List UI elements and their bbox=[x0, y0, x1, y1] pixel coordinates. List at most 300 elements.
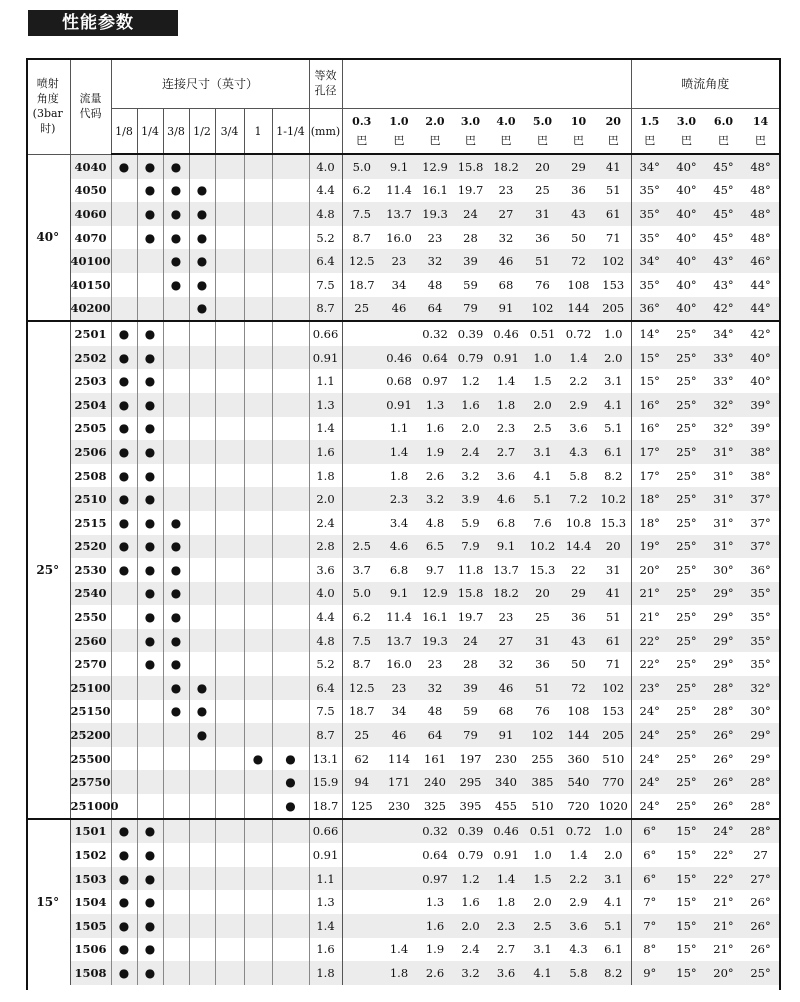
flow-capacity: 24 bbox=[453, 629, 488, 653]
connection-cell bbox=[215, 843, 244, 867]
connection-cell bbox=[244, 843, 272, 867]
flow-capacity: 5.1 bbox=[524, 487, 561, 511]
connection-available-dot: ● bbox=[189, 273, 215, 297]
flow-capacity: 2.7 bbox=[488, 440, 524, 464]
flow-capacity: 510 bbox=[602, 751, 625, 766]
spray-angle-group: 15° bbox=[26, 819, 70, 985]
flow-capacity: 61 bbox=[596, 629, 631, 653]
flow-capacity: 46 bbox=[381, 297, 417, 322]
flow-capacity: 0.51 bbox=[524, 321, 561, 346]
connection-available-dot: ● bbox=[137, 464, 163, 488]
spray-angle-value: 29° bbox=[705, 582, 742, 606]
conn-size-header: 1/4 bbox=[137, 109, 163, 155]
angle-pressure-header bbox=[668, 109, 705, 155]
flow-capacity: 4.1 bbox=[533, 468, 552, 483]
connection-available-dot: ● bbox=[163, 511, 189, 535]
flow-code-header: 流量 代码 bbox=[70, 58, 111, 154]
connection-cell bbox=[189, 914, 215, 938]
flow-capacity: 25 bbox=[535, 183, 550, 198]
flow-capacity: 20 bbox=[524, 582, 561, 606]
flow-capacity: 61 bbox=[596, 202, 631, 226]
flow-capacity: 76 bbox=[535, 704, 550, 719]
flow-capacity: 4.3 bbox=[569, 942, 588, 957]
spray-angle-value: 34° bbox=[705, 321, 742, 346]
flow-capacity bbox=[342, 369, 381, 393]
flow-capacity: 171 bbox=[381, 770, 417, 794]
orifice-diameter: 1.4 bbox=[309, 417, 342, 441]
pressure-unit: 巴 bbox=[537, 134, 548, 147]
flow-capacity: 8.2 bbox=[604, 468, 623, 483]
flow-capacity: 27 bbox=[488, 202, 524, 226]
flow-capacity: 1.0 bbox=[533, 848, 552, 863]
connection-cell bbox=[111, 179, 137, 203]
connection-cell bbox=[244, 202, 272, 226]
connection-available-dot: ● bbox=[137, 440, 163, 464]
table-row bbox=[26, 700, 779, 724]
table-row bbox=[26, 464, 779, 488]
connection-size-header: 连接尺寸（英寸） bbox=[111, 58, 309, 109]
flow-capacity: 0.46 bbox=[381, 346, 417, 370]
connection-available-dot: ● bbox=[137, 346, 163, 370]
flow-code: 4060 bbox=[70, 202, 111, 226]
connection-cell bbox=[244, 440, 272, 464]
spray-angle-value: 40° bbox=[750, 374, 771, 389]
flow-code: 25100 bbox=[70, 676, 111, 700]
orifice-diameter: 1.3 bbox=[309, 393, 342, 417]
connection-cell bbox=[163, 890, 189, 914]
table-row bbox=[26, 511, 779, 535]
spray-angle-value: 26° bbox=[713, 751, 734, 766]
flow-capacity: 2.7 bbox=[496, 942, 516, 957]
spray-angle-value: 25° bbox=[668, 535, 705, 559]
spray-angle-value: 18° bbox=[631, 511, 668, 535]
spray-angle-value: 40° bbox=[742, 346, 779, 370]
connection-available-dot: ● bbox=[137, 558, 163, 582]
connection-cell bbox=[137, 297, 163, 322]
connection-cell bbox=[244, 487, 272, 511]
table-row bbox=[26, 321, 779, 346]
flow-capacity: 197 bbox=[459, 751, 482, 766]
flow-capacity: 1.3 bbox=[425, 895, 445, 910]
pressure-unit: 巴 bbox=[681, 134, 692, 147]
flow-capacity: 27 bbox=[488, 629, 524, 653]
flow-capacity: 5.8 bbox=[569, 468, 588, 483]
spray-angle-value: 26° bbox=[742, 914, 779, 938]
table-row bbox=[26, 487, 779, 511]
spray-angle-value: 40° bbox=[668, 297, 705, 322]
flow-capacity: 9.1 bbox=[488, 535, 524, 559]
capacity-header bbox=[342, 58, 631, 109]
connection-cell bbox=[272, 440, 309, 464]
flow-capacity: 51 bbox=[605, 610, 621, 625]
flow-capacity: 2.4 bbox=[453, 440, 488, 464]
spray-angle-value: 29° bbox=[713, 657, 734, 672]
flow-capacity: 455 bbox=[495, 798, 517, 813]
flow-capacity: 2.9 bbox=[569, 895, 588, 910]
connection-cell bbox=[215, 297, 244, 322]
spray-angle-value: 40° bbox=[668, 154, 705, 179]
connection-cell bbox=[215, 676, 244, 700]
flow-capacity: 1.0 bbox=[524, 346, 561, 370]
spray-angle-value: 32° bbox=[713, 421, 734, 436]
connection-available-dot: ● bbox=[163, 629, 189, 653]
connection-cell bbox=[137, 747, 163, 771]
flow-code: 2570 bbox=[70, 652, 111, 676]
connection-available-dot: ● bbox=[189, 202, 215, 226]
orifice-diameter: 13.1 bbox=[309, 747, 342, 771]
flow-code: 2503 bbox=[70, 369, 111, 393]
spray-angle-value: 46° bbox=[742, 249, 779, 273]
spray-angle-value: 48° bbox=[742, 154, 779, 179]
flow-capacity: 68 bbox=[498, 704, 514, 719]
spray-angle-value: 33° bbox=[705, 346, 742, 370]
flow-capacity: 161 bbox=[424, 751, 446, 766]
flow-capacity: 2.6 bbox=[417, 961, 453, 985]
connection-cell bbox=[189, 154, 215, 179]
flow-capacity bbox=[342, 938, 381, 962]
connection-cell bbox=[189, 843, 215, 867]
table-row bbox=[26, 202, 779, 226]
connection-cell bbox=[189, 747, 215, 771]
flow-capacity: 16.0 bbox=[386, 657, 412, 672]
spray-angle-value: 35° bbox=[750, 610, 771, 625]
flow-capacity: 153 bbox=[602, 704, 625, 719]
connection-available-dot: ● bbox=[111, 938, 137, 962]
connection-available-dot: ● bbox=[189, 723, 215, 747]
connection-cell bbox=[272, 393, 309, 417]
flow-capacity: 1.6 bbox=[417, 914, 453, 938]
spray-angle-value: 26° bbox=[705, 723, 742, 747]
table-row bbox=[26, 179, 779, 203]
flow-capacity bbox=[381, 819, 417, 844]
table-row bbox=[26, 582, 779, 606]
spray-angle-value: 23° bbox=[631, 676, 668, 700]
flow-capacity: 6.8 bbox=[389, 562, 409, 577]
flow-capacity: 295 bbox=[453, 770, 488, 794]
pressure-unit: 巴 bbox=[356, 134, 368, 147]
spray-angle-value: 25° bbox=[668, 440, 705, 464]
connection-available-dot: ● bbox=[111, 558, 137, 582]
flow-capacity: 39 bbox=[453, 249, 488, 273]
flow-capacity: 2.3 bbox=[496, 421, 516, 436]
connection-available-dot: ● bbox=[137, 652, 163, 676]
connection-cell bbox=[137, 723, 163, 747]
spray-angle-value: 22° bbox=[631, 652, 668, 676]
orifice-diameter: 0.66 bbox=[309, 819, 342, 844]
flow-capacity: 2.6 bbox=[425, 468, 445, 483]
flow-capacity: 1.6 bbox=[453, 393, 488, 417]
connection-cell bbox=[215, 202, 244, 226]
flow-capacity: 59 bbox=[463, 704, 478, 719]
connection-cell bbox=[244, 723, 272, 747]
connection-cell bbox=[111, 770, 137, 794]
flow-capacity: 2.0 bbox=[533, 895, 552, 910]
connection-available-dot: ● bbox=[137, 535, 163, 559]
orifice-diameter: 1.8 bbox=[309, 464, 342, 488]
orifice-diameter: 1.8 bbox=[309, 961, 342, 985]
flow-capacity: 76 bbox=[535, 277, 550, 292]
connection-cell bbox=[272, 914, 309, 938]
connection-available-dot: ● bbox=[111, 393, 137, 417]
flow-capacity: 1.2 bbox=[461, 374, 480, 389]
flow-capacity: 5.0 bbox=[342, 582, 381, 606]
connection-cell bbox=[189, 417, 215, 441]
connection-cell bbox=[272, 938, 309, 962]
flow-capacity: 1.8 bbox=[496, 895, 516, 910]
flow-capacity: 8.2 bbox=[596, 961, 631, 985]
spray-angle-value: 48° bbox=[750, 230, 771, 245]
flow-capacity: 9.1 bbox=[381, 582, 417, 606]
table-row bbox=[26, 440, 779, 464]
spray-angle-value: 42° bbox=[705, 297, 742, 322]
connection-available-dot: ● bbox=[137, 843, 163, 867]
connection-cell bbox=[244, 770, 272, 794]
connection-cell bbox=[163, 464, 189, 488]
flow-code: 1502 bbox=[70, 843, 111, 867]
flow-capacity: 15.3 bbox=[600, 515, 627, 530]
connection-cell bbox=[189, 938, 215, 962]
connection-cell bbox=[163, 321, 189, 346]
spray-angle-value: 38° bbox=[742, 440, 779, 464]
flow-code: 2505 bbox=[70, 417, 111, 441]
flow-capacity: 7.5 bbox=[342, 202, 381, 226]
table-row bbox=[26, 676, 779, 700]
flow-capacity: 28 bbox=[463, 657, 478, 672]
connection-cell bbox=[189, 652, 215, 676]
connection-available-dot: ● bbox=[163, 249, 189, 273]
spray-angle-value: 21° bbox=[705, 914, 742, 938]
connection-cell bbox=[163, 346, 189, 370]
orifice-diameter: 4.8 bbox=[309, 202, 342, 226]
connection-available-dot: ● bbox=[111, 914, 137, 938]
spray-angle-value: 48° bbox=[750, 183, 771, 198]
orifice-unit-header: (mm) bbox=[309, 109, 342, 155]
connection-cell bbox=[272, 558, 309, 582]
flow-capacity: 0.97 bbox=[417, 867, 453, 891]
spray-angle-value: 35° bbox=[742, 629, 779, 653]
connection-cell bbox=[272, 629, 309, 653]
flow-code: 2504 bbox=[70, 393, 111, 417]
flow-capacity: 0.79 bbox=[457, 848, 484, 863]
flow-capacity: 1.4 bbox=[561, 346, 596, 370]
connection-cell bbox=[244, 605, 272, 629]
flow-capacity: 205 bbox=[596, 297, 631, 322]
flow-capacity: 5.1 bbox=[604, 421, 623, 436]
flow-capacity: 5.1 bbox=[596, 914, 631, 938]
flow-capacity: 41 bbox=[596, 582, 631, 606]
flow-code: 4050 bbox=[70, 179, 111, 203]
pressure-value: 14 bbox=[752, 115, 769, 128]
pressure-unit: 巴 bbox=[607, 134, 619, 147]
connection-cell bbox=[111, 605, 137, 629]
spray-angle-value: 29° bbox=[705, 629, 742, 653]
flow-capacity: 15.8 bbox=[453, 582, 488, 606]
flow-capacity: 10.2 bbox=[524, 535, 561, 559]
flow-capacity bbox=[342, 819, 381, 844]
connection-available-dot: ● bbox=[163, 273, 189, 297]
spray-angle-value: 14° bbox=[631, 321, 668, 346]
flow-capacity: 48 bbox=[427, 277, 443, 292]
flow-capacity: 7.2 bbox=[561, 487, 596, 511]
connection-cell bbox=[272, 154, 309, 179]
connection-available-dot: ● bbox=[189, 676, 215, 700]
connection-available-dot: ● bbox=[163, 700, 189, 724]
connection-available-dot: ● bbox=[244, 747, 272, 771]
connection-cell bbox=[189, 535, 215, 559]
flow-capacity bbox=[381, 890, 417, 914]
connection-available-dot: ● bbox=[163, 558, 189, 582]
orifice-diameter: 18.7 bbox=[309, 794, 342, 819]
connection-cell bbox=[244, 582, 272, 606]
connection-available-dot: ● bbox=[189, 226, 215, 250]
connection-available-dot: ● bbox=[137, 202, 163, 226]
spray-angle-value: 25° bbox=[668, 723, 705, 747]
orifice-diameter: 1.1 bbox=[309, 867, 342, 891]
flow-code: 2550 bbox=[70, 605, 111, 629]
connection-cell bbox=[244, 321, 272, 346]
spray-angle-value: 35° bbox=[631, 226, 668, 250]
connection-cell bbox=[244, 890, 272, 914]
flow-capacity: 3.1 bbox=[524, 440, 561, 464]
connection-available-dot: ● bbox=[137, 226, 163, 250]
spray-angle-value: 31° bbox=[705, 487, 742, 511]
connection-available-dot: ● bbox=[111, 417, 137, 441]
connection-cell bbox=[272, 723, 309, 747]
flow-capacity: 1.0 bbox=[596, 819, 631, 844]
orifice-diameter: 1.6 bbox=[309, 440, 342, 464]
connection-cell bbox=[272, 417, 309, 441]
capacity-pressure-header bbox=[342, 109, 381, 155]
flow-capacity: 1.6 bbox=[461, 895, 480, 910]
spray-angle-value: 17° bbox=[631, 464, 668, 488]
connection-cell bbox=[189, 770, 215, 794]
table-row bbox=[26, 914, 779, 938]
flow-capacity: 34 bbox=[391, 704, 407, 719]
spray-angle-value: 22° bbox=[705, 867, 742, 891]
angle-pressure-header bbox=[631, 109, 668, 155]
flow-capacity: 4.1 bbox=[524, 961, 561, 985]
flow-capacity: 91 bbox=[488, 723, 524, 747]
connection-available-dot: ● bbox=[137, 369, 163, 393]
flow-capacity: 46 bbox=[488, 676, 524, 700]
flow-capacity: 0.64 bbox=[417, 346, 453, 370]
table-row bbox=[26, 867, 779, 891]
flow-code: 1508 bbox=[70, 961, 111, 985]
flow-capacity: 720 bbox=[567, 798, 590, 813]
connection-cell bbox=[244, 369, 272, 393]
flow-capacity: 0.79 bbox=[453, 346, 488, 370]
table-row bbox=[26, 393, 779, 417]
connection-cell bbox=[215, 770, 244, 794]
connection-available-dot: ● bbox=[189, 297, 215, 322]
connection-cell bbox=[244, 629, 272, 653]
flow-capacity: 125 bbox=[342, 794, 381, 819]
table-row bbox=[26, 558, 779, 582]
flow-capacity: 8.7 bbox=[342, 652, 381, 676]
spray-angle-value: 25° bbox=[668, 582, 705, 606]
spray-angle-value: 36° bbox=[750, 562, 771, 577]
connection-available-dot: ● bbox=[163, 676, 189, 700]
connection-cell bbox=[272, 676, 309, 700]
flow-capacity bbox=[342, 511, 381, 535]
connection-available-dot: ● bbox=[137, 819, 163, 844]
spray-angle-value: 31° bbox=[713, 468, 734, 483]
connection-available-dot: ● bbox=[137, 629, 163, 653]
table-row bbox=[26, 535, 779, 559]
spray-angle-value: 42° bbox=[742, 321, 779, 346]
spray-angle-value: 28° bbox=[750, 798, 771, 813]
connection-cell bbox=[111, 747, 137, 771]
flow-capacity: 71 bbox=[605, 230, 621, 245]
connection-cell bbox=[244, 867, 272, 891]
flow-capacity: 10.8 bbox=[565, 515, 592, 530]
connection-available-dot: ● bbox=[163, 605, 189, 629]
connection-available-dot: ● bbox=[137, 867, 163, 891]
connection-available-dot: ● bbox=[163, 202, 189, 226]
table-row bbox=[26, 747, 779, 771]
spray-angle-value: 24° bbox=[631, 747, 668, 771]
orifice-diameter: 0.91 bbox=[309, 843, 342, 867]
flow-capacity: 32 bbox=[417, 676, 453, 700]
spray-angle-value: 7° bbox=[631, 914, 668, 938]
spray-angle-value: 21° bbox=[631, 582, 668, 606]
flow-capacity: 16.0 bbox=[386, 230, 412, 245]
orifice-diameter: 2.8 bbox=[309, 535, 342, 559]
flow-capacity: 4.6 bbox=[381, 535, 417, 559]
spray-angle-value: 28° bbox=[742, 819, 779, 844]
spray-angle-value: 25° bbox=[668, 393, 705, 417]
section-title: 性能参数 bbox=[28, 10, 178, 36]
connection-cell bbox=[272, 700, 309, 724]
table-row bbox=[26, 652, 779, 676]
spray-angle-value: 22° bbox=[631, 629, 668, 653]
flow-capacity: 25 bbox=[342, 723, 381, 747]
connection-cell bbox=[137, 794, 163, 819]
spray-angle-value: 37° bbox=[742, 487, 779, 511]
conn-size-header: 1 bbox=[244, 109, 272, 155]
flow-capacity: 1.5 bbox=[524, 867, 561, 891]
spray-angle-value: 28° bbox=[713, 704, 734, 719]
flow-capacity: 9.1 bbox=[381, 154, 417, 179]
flow-code: 2510 bbox=[70, 487, 111, 511]
connection-cell bbox=[215, 393, 244, 417]
pressure-unit: 巴 bbox=[465, 134, 476, 147]
spray-angle-value: 43° bbox=[705, 249, 742, 273]
flow-capacity: 2.0 bbox=[604, 848, 623, 863]
flow-capacity: 11.4 bbox=[386, 183, 412, 198]
capacity-pressure-header bbox=[417, 109, 453, 155]
connection-cell bbox=[272, 511, 309, 535]
spray-angle-value: 30° bbox=[713, 562, 734, 577]
connection-cell bbox=[215, 747, 244, 771]
connection-cell bbox=[111, 676, 137, 700]
flow-capacity: 2.5 bbox=[533, 421, 552, 436]
spray-angle-value: 27° bbox=[742, 867, 779, 891]
orifice-diameter: 4.4 bbox=[309, 179, 342, 203]
flow-capacity: 8.7 bbox=[342, 226, 381, 250]
spray-angle-value: 15° bbox=[668, 914, 705, 938]
connection-cell bbox=[272, 652, 309, 676]
connection-cell bbox=[189, 321, 215, 346]
connection-cell bbox=[137, 676, 163, 700]
spray-angle-value: 28° bbox=[705, 676, 742, 700]
flow-capacity: 11.4 bbox=[386, 610, 412, 625]
spray-angle-value: 35° bbox=[631, 202, 668, 226]
connection-available-dot: ● bbox=[111, 321, 137, 346]
pressure-unit: 巴 bbox=[573, 134, 584, 147]
connection-available-dot: ● bbox=[189, 249, 215, 273]
flow-capacity: 18.2 bbox=[488, 582, 524, 606]
